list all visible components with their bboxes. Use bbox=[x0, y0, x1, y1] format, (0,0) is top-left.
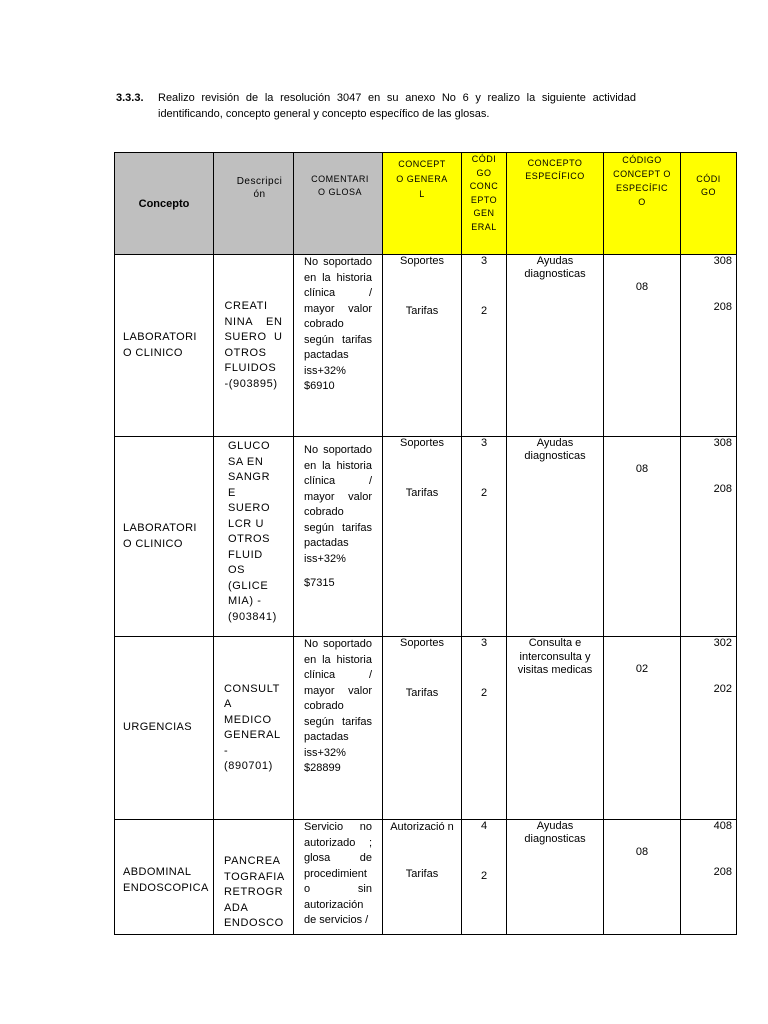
table-row bbox=[115, 255, 737, 437]
table-row bbox=[115, 820, 737, 935]
cell-codigo: 302 202 bbox=[681, 637, 737, 820]
cell-codigo-especifico: 02 bbox=[604, 637, 681, 820]
glosas-table bbox=[114, 152, 737, 935]
cell-concepto: LABORATORI O CLINICO bbox=[115, 437, 214, 637]
cell-codigo-especifico: 08 bbox=[604, 437, 681, 637]
cell-concepto: ABDOMINAL ENDOSCOPICA bbox=[115, 820, 214, 935]
cell-concepto: URGENCIAS bbox=[115, 637, 214, 820]
cell-concepto-general: Soportes Tarifas bbox=[383, 637, 462, 820]
cell-comentario: No soportado en la historia clínica / mayor valor cobrado según tarifas pactadas iss+32% $7315 bbox=[294, 437, 383, 637]
cell-comentario: No soportado en la historia clínica / mayor valor cobrado según tarifas pactadas iss+32% $6910 bbox=[294, 255, 383, 437]
cell-concepto-general: Soportes Tarifas bbox=[383, 437, 462, 637]
header-concepto-especifico: CONCEPTO ESPECÍFICO bbox=[507, 153, 604, 255]
header-codigo-concepto-especifico: CÓDIGO CONCEPT O ESPECÍFIC O bbox=[604, 153, 681, 255]
cell-descripcion: CONSULT A MEDICO GENERAL - (890701) bbox=[214, 637, 294, 820]
cell-concepto-general: Soportes Tarifas bbox=[383, 255, 462, 437]
cell-comentario: Servicio no autorizado ; glosa de procedimient o sin autorización de servicios / bbox=[294, 820, 383, 935]
cell-descripcion: PANCREA TOGRAFIA RETROGR ADA ENDOSCO bbox=[214, 820, 294, 935]
table-row bbox=[115, 437, 737, 637]
cell-concepto-especifico: Ayudas diagnosticas bbox=[507, 437, 604, 637]
header-descripcion: Descripci ón bbox=[214, 153, 294, 255]
cell-comentario: No soportado en la historia clínica / mayor valor cobrado según tarifas pactadas iss+32% $28899 bbox=[294, 637, 383, 820]
header-row bbox=[115, 153, 737, 255]
cell-codigo-general: 3 2 bbox=[462, 255, 507, 437]
cell-concepto-especifico: Ayudas diagnosticas bbox=[507, 820, 604, 935]
cell-codigo: 408 208 bbox=[681, 820, 737, 935]
header-concepto: Concepto bbox=[115, 153, 214, 255]
cell-codigo: 308 208 bbox=[681, 255, 737, 437]
header-codigo: CÓDI GO bbox=[681, 153, 737, 255]
cell-codigo-general: 4 2 bbox=[462, 820, 507, 935]
cell-concepto: LABORATORI O CLINICO bbox=[115, 255, 214, 437]
header-concepto-general: CONCEPT O GENERA L bbox=[383, 153, 462, 255]
cell-descripcion: GLUCO SA EN SANGR E SUERO LCR U OTROS FLUID OS (GLICE MIA) -(903841) bbox=[214, 437, 294, 637]
section-text: Realizo revisión de la resolución 3047 en su anexo No 6 y realizo la siguiente actividad identificando, concepto general y concepto específico de las glosas. bbox=[158, 92, 636, 120]
cell-concepto-general: Autorizació n Tarifas bbox=[383, 820, 462, 935]
header-comentario: COMENTARI O GLOSA bbox=[294, 153, 383, 255]
cell-concepto-especifico: Consulta e interconsulta y visitas medicas bbox=[507, 637, 604, 820]
cell-codigo: 308 208 bbox=[681, 437, 737, 637]
cell-codigo-general: 3 2 bbox=[462, 637, 507, 820]
section-number: 3.3.3. bbox=[116, 92, 144, 104]
cell-descripcion: CREATI NINA EN SUERO U OTROS FLUIDOS -(903895) bbox=[214, 255, 294, 437]
section-paragraph bbox=[116, 90, 636, 122]
header-codigo-concepto-general: CÓDI GO CONC EPTO GEN ERAL bbox=[462, 153, 507, 255]
cell-codigo-general: 3 2 bbox=[462, 437, 507, 637]
cell-concepto-especifico: Ayudas diagnosticas bbox=[507, 255, 604, 437]
cell-codigo-especifico: 08 bbox=[604, 255, 681, 437]
cell-codigo-especifico: 08 bbox=[604, 820, 681, 935]
table-row bbox=[115, 637, 737, 820]
